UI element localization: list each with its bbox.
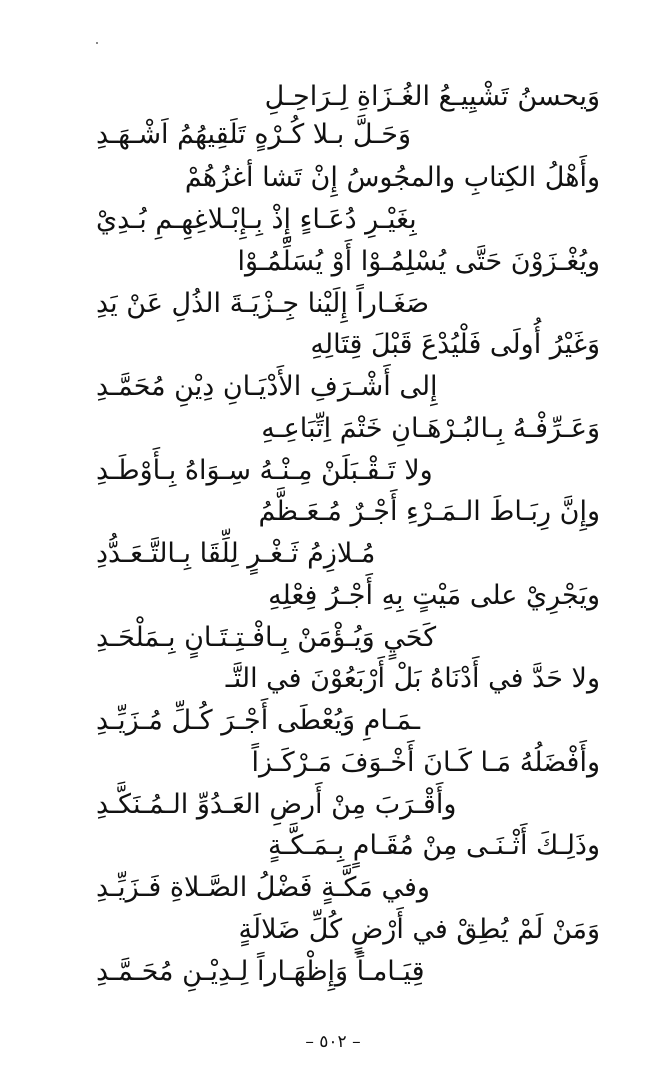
verse-line-14: كَحَيٍ وَيُـؤْمَنْ بِـافْـتِـتَـانٍ بِـمَلْحَـدِ [96,622,437,653]
verse-line-5: ويُغْـزَوْنَ حَتَّى يُسْلِمُـوْا أَوْ يُسَلِّمُـوْا [237,246,600,277]
verse-line-13: ويَجْرِيْ على مَيْتٍ بِهِ أَجْـرُ فِعْلِهِ [268,580,600,611]
verse-line-19: وذَلِـكَ أَثْـنَـى مِنْ مُقَـامٍ بِـمَـكَّـةٍ [267,830,600,861]
verse-line-15: ولا حَدَّ في أَدْنَاهُ بَلْ أَرْبَعُوْنَ في التَّـ [225,663,600,694]
verse-line-17: وأَفْضَلُهُ مَـا كَـانَ أَخْـوَفَ مَـرْكَـزاً [251,747,600,778]
verse-line-18: وأَقْـرَبَ مِنْ أَرضِ العَـدُوِّ الـمُـنَكَّـدِ [96,789,457,820]
verse-line-6: صَغَـاراً إِلَيْنا جِـزْيَـةَ الذُلِ عَنْ يَدِ [96,288,430,319]
verse-line-9: وَعَـرِّفْـهُ بِـالبُـرْهَـانِ خَتْمَ اِتِّبَاعِـهِ [261,413,600,444]
verse-line-11: وإِنَّ رِبَـاطَ الـمَـرْءِ أَجْـرٌ مُـعَـظَّمُ [258,496,600,527]
verse-line-10: ولا تَـقْـبَلَنْ مِـنْـهُ سِـوَاهُ بِـأَوْطَـدِ [96,455,433,486]
verse-line-7: وَغَيْرُ أُولَى فَلْيُدْعَ قَبْلَ قِتَالِهِ [310,329,600,360]
verse-line-12: مُـلازِمُ ثَـغْـرٍ لِلِّقَا بِـالتَّـعَـدُّدِ [96,538,376,569]
verse-line-8: إِلى أَشْـرَفِ الأَدْيَـانِ دِيْنِ مُحَمَّـدِ [96,371,438,402]
verse-line-1: وَيحسنُ تَشْيِيـعُ الغُـزَاةِ لِـرَاحِـلِ [264,81,600,112]
verse-line-20: وفي مَكَّـةٍ فَضْلُ الصَّـلاةِ فَـزَيِّـدِ [96,872,430,903]
page-speck [96,42,98,44]
verse-line-21: وَمَنْ لَمْ يُطِقْ في أَرْضٍ كُلِّ ضَلالَةٍ [238,914,600,945]
page-number: – ٥٠٢ – [305,1032,361,1052]
verse-line-4: بِغَيْـرِ دُعَـاءٍ إِذْ بِـإِبْـلاغِهِـمِ بُـدِيْ [96,204,417,235]
verse-line-3: وأَهْلُ الكِتابِ والمجُوسُ إِنْ تَشا أغزُهُمْ [184,162,600,193]
verse-line-16: ـمَـامِ وَيُعْطَى أَجْـرَ كُـلِّ مُـزَيِّـدِ [96,705,421,736]
verse-line-2: وَحَـلَّ بـلا كُـرْهٍ تَلَقِيهُمُ اَشْـهَـدِ [96,119,411,150]
verse-line-22: قِيَـامـاً وَإِظْهَـاراً لِـدِيْـنِ مُحَـمَّـدِ [96,956,425,987]
